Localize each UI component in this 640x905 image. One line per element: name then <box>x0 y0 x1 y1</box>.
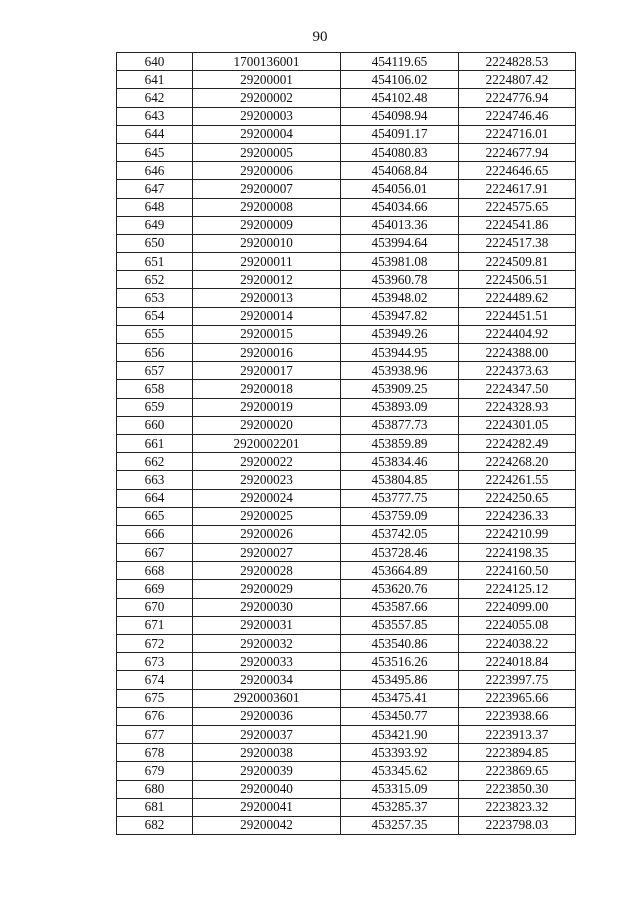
table-row <box>117 562 576 580</box>
table-row <box>117 598 576 616</box>
point-id-cell: 29200006 <box>193 162 341 180</box>
coordinates-table-body <box>117 53 576 835</box>
table-row <box>117 653 576 671</box>
y-coordinate-cell: 2224198.35 <box>459 544 576 562</box>
y-coordinate-cell: 2224828.53 <box>459 53 576 71</box>
y-coordinate-cell: 2224038.22 <box>459 635 576 653</box>
row-index-cell: 674 <box>117 671 193 689</box>
x-coordinate-cell: 454106.02 <box>341 71 459 89</box>
coordinates-table <box>116 52 576 835</box>
row-index-cell: 652 <box>117 271 193 289</box>
x-coordinate-cell: 454091.17 <box>341 125 459 143</box>
row-index-cell: 643 <box>117 107 193 125</box>
x-coordinate-cell: 453285.37 <box>341 798 459 816</box>
x-coordinate-cell: 453516.26 <box>341 653 459 671</box>
row-index-cell: 645 <box>117 143 193 161</box>
point-id-cell: 29200032 <box>193 635 341 653</box>
point-id-cell: 29200036 <box>193 707 341 725</box>
point-id-cell: 29200001 <box>193 71 341 89</box>
x-coordinate-cell: 453587.66 <box>341 598 459 616</box>
y-coordinate-cell: 2224451.51 <box>459 307 576 325</box>
x-coordinate-cell: 453960.78 <box>341 271 459 289</box>
point-id-cell: 29200014 <box>193 307 341 325</box>
x-coordinate-cell: 453949.26 <box>341 325 459 343</box>
table-row <box>117 216 576 234</box>
y-coordinate-cell: 2224807.42 <box>459 71 576 89</box>
y-coordinate-cell: 2224125.12 <box>459 580 576 598</box>
x-coordinate-cell: 453495.86 <box>341 671 459 689</box>
row-index-cell: 659 <box>117 398 193 416</box>
row-index-cell: 675 <box>117 689 193 707</box>
x-coordinate-cell: 453947.82 <box>341 307 459 325</box>
table-row <box>117 271 576 289</box>
point-id-cell: 29200020 <box>193 416 341 434</box>
y-coordinate-cell: 2224541.86 <box>459 216 576 234</box>
point-id-cell: 29200042 <box>193 816 341 834</box>
point-id-cell: 1700136001 <box>193 53 341 71</box>
row-index-cell: 651 <box>117 253 193 271</box>
table-row <box>117 507 576 525</box>
table-row <box>117 544 576 562</box>
table-row <box>117 616 576 634</box>
point-id-cell: 29200023 <box>193 471 341 489</box>
x-coordinate-cell: 453948.02 <box>341 289 459 307</box>
x-coordinate-cell: 453315.09 <box>341 780 459 798</box>
row-index-cell: 680 <box>117 780 193 798</box>
point-id-cell: 29200013 <box>193 289 341 307</box>
x-coordinate-cell: 453620.76 <box>341 580 459 598</box>
x-coordinate-cell: 454102.48 <box>341 89 459 107</box>
table-row <box>117 89 576 107</box>
table-row <box>117 180 576 198</box>
x-coordinate-cell: 453393.92 <box>341 744 459 762</box>
y-coordinate-cell: 2224575.65 <box>459 198 576 216</box>
x-coordinate-cell: 454056.01 <box>341 180 459 198</box>
y-coordinate-cell: 2224250.65 <box>459 489 576 507</box>
point-id-cell: 29200031 <box>193 616 341 634</box>
y-coordinate-cell: 2223965.66 <box>459 689 576 707</box>
row-index-cell: 648 <box>117 198 193 216</box>
y-coordinate-cell: 2223938.66 <box>459 707 576 725</box>
point-id-cell: 29200015 <box>193 325 341 343</box>
x-coordinate-cell: 453557.85 <box>341 616 459 634</box>
x-coordinate-cell: 453909.25 <box>341 380 459 398</box>
row-index-cell: 672 <box>117 635 193 653</box>
y-coordinate-cell: 2224404.92 <box>459 325 576 343</box>
row-index-cell: 644 <box>117 125 193 143</box>
table-row <box>117 489 576 507</box>
y-coordinate-cell: 2224282.49 <box>459 434 576 452</box>
row-index-cell: 663 <box>117 471 193 489</box>
x-coordinate-cell: 453944.95 <box>341 344 459 362</box>
y-coordinate-cell: 2223894.85 <box>459 744 576 762</box>
table-row <box>117 307 576 325</box>
x-coordinate-cell: 453777.75 <box>341 489 459 507</box>
y-coordinate-cell: 2223798.03 <box>459 816 576 834</box>
point-id-cell: 29200018 <box>193 380 341 398</box>
row-index-cell: 647 <box>117 180 193 198</box>
table-row <box>117 671 576 689</box>
row-index-cell: 646 <box>117 162 193 180</box>
table-row <box>117 816 576 834</box>
row-index-cell: 668 <box>117 562 193 580</box>
table-row <box>117 580 576 598</box>
x-coordinate-cell: 453450.77 <box>341 707 459 725</box>
table-row <box>117 453 576 471</box>
point-id-cell: 29200012 <box>193 271 341 289</box>
x-coordinate-cell: 453257.35 <box>341 816 459 834</box>
row-index-cell: 679 <box>117 762 193 780</box>
y-coordinate-cell: 2224506.51 <box>459 271 576 289</box>
row-index-cell: 656 <box>117 344 193 362</box>
y-coordinate-cell: 2223823.32 <box>459 798 576 816</box>
table-row <box>117 744 576 762</box>
row-index-cell: 650 <box>117 234 193 252</box>
y-coordinate-cell: 2224489.62 <box>459 289 576 307</box>
table-row <box>117 635 576 653</box>
point-id-cell: 29200019 <box>193 398 341 416</box>
point-id-cell: 29200016 <box>193 344 341 362</box>
table-row <box>117 289 576 307</box>
page-number: 90 <box>312 29 328 45</box>
row-index-cell: 640 <box>117 53 193 71</box>
row-index-cell: 662 <box>117 453 193 471</box>
x-coordinate-cell: 453834.46 <box>341 453 459 471</box>
row-index-cell: 669 <box>117 580 193 598</box>
point-id-cell: 29200010 <box>193 234 341 252</box>
y-coordinate-cell: 2224746.46 <box>459 107 576 125</box>
point-id-cell: 29200009 <box>193 216 341 234</box>
table-row <box>117 762 576 780</box>
table-row <box>117 143 576 161</box>
row-index-cell: 681 <box>117 798 193 816</box>
x-coordinate-cell: 454098.94 <box>341 107 459 125</box>
table-row <box>117 471 576 489</box>
y-coordinate-cell: 2224716.01 <box>459 125 576 143</box>
row-index-cell: 658 <box>117 380 193 398</box>
row-index-cell: 660 <box>117 416 193 434</box>
x-coordinate-cell: 453877.73 <box>341 416 459 434</box>
point-id-cell: 29200039 <box>193 762 341 780</box>
x-coordinate-cell: 454068.84 <box>341 162 459 180</box>
point-id-cell: 29200011 <box>193 253 341 271</box>
row-index-cell: 676 <box>117 707 193 725</box>
table-row <box>117 53 576 71</box>
point-id-cell: 29200017 <box>193 362 341 380</box>
table-row <box>117 398 576 416</box>
row-index-cell: 667 <box>117 544 193 562</box>
point-id-cell: 29200029 <box>193 580 341 598</box>
table-row <box>117 707 576 725</box>
row-index-cell: 654 <box>117 307 193 325</box>
point-id-cell: 29200004 <box>193 125 341 143</box>
x-coordinate-cell: 453742.05 <box>341 525 459 543</box>
x-coordinate-cell: 453994.64 <box>341 234 459 252</box>
point-id-cell: 29200002 <box>193 89 341 107</box>
table-row <box>117 525 576 543</box>
table-row <box>117 362 576 380</box>
row-index-cell: 673 <box>117 653 193 671</box>
point-id-cell: 29200034 <box>193 671 341 689</box>
y-coordinate-cell: 2224055.08 <box>459 616 576 634</box>
table-row <box>117 689 576 707</box>
point-id-cell: 29200037 <box>193 725 341 743</box>
table-row <box>117 380 576 398</box>
point-id-cell: 29200003 <box>193 107 341 125</box>
y-coordinate-cell: 2224328.93 <box>459 398 576 416</box>
point-id-cell: 29200033 <box>193 653 341 671</box>
row-index-cell: 677 <box>117 725 193 743</box>
table-row <box>117 325 576 343</box>
y-coordinate-cell: 2224373.63 <box>459 362 576 380</box>
row-index-cell: 671 <box>117 616 193 634</box>
y-coordinate-cell: 2224677.94 <box>459 143 576 161</box>
row-index-cell: 655 <box>117 325 193 343</box>
row-index-cell: 670 <box>117 598 193 616</box>
row-index-cell: 664 <box>117 489 193 507</box>
y-coordinate-cell: 2224099.00 <box>459 598 576 616</box>
row-index-cell: 678 <box>117 744 193 762</box>
row-index-cell: 642 <box>117 89 193 107</box>
row-index-cell: 657 <box>117 362 193 380</box>
y-coordinate-cell: 2224261.55 <box>459 471 576 489</box>
y-coordinate-cell: 2224160.50 <box>459 562 576 580</box>
x-coordinate-cell: 453345.62 <box>341 762 459 780</box>
point-id-cell: 29200022 <box>193 453 341 471</box>
y-coordinate-cell: 2224018.84 <box>459 653 576 671</box>
point-id-cell: 29200025 <box>193 507 341 525</box>
x-coordinate-cell: 453804.85 <box>341 471 459 489</box>
row-index-cell: 661 <box>117 434 193 452</box>
x-coordinate-cell: 454013.36 <box>341 216 459 234</box>
x-coordinate-cell: 453540.86 <box>341 635 459 653</box>
table-row <box>117 780 576 798</box>
y-coordinate-cell: 2224517.38 <box>459 234 576 252</box>
x-coordinate-cell: 453938.96 <box>341 362 459 380</box>
x-coordinate-cell: 454034.66 <box>341 198 459 216</box>
row-index-cell: 665 <box>117 507 193 525</box>
y-coordinate-cell: 2224347.50 <box>459 380 576 398</box>
point-id-cell: 29200030 <box>193 598 341 616</box>
table-row <box>117 162 576 180</box>
x-coordinate-cell: 453981.08 <box>341 253 459 271</box>
y-coordinate-cell: 2223850.30 <box>459 780 576 798</box>
y-coordinate-cell: 2224210.99 <box>459 525 576 543</box>
table-row <box>117 725 576 743</box>
y-coordinate-cell: 2223913.37 <box>459 725 576 743</box>
y-coordinate-cell: 2224236.33 <box>459 507 576 525</box>
x-coordinate-cell: 453475.41 <box>341 689 459 707</box>
y-coordinate-cell: 2223997.75 <box>459 671 576 689</box>
x-coordinate-cell: 453759.09 <box>341 507 459 525</box>
y-coordinate-cell: 2224301.05 <box>459 416 576 434</box>
y-coordinate-cell: 2224646.65 <box>459 162 576 180</box>
point-id-cell: 29200041 <box>193 798 341 816</box>
y-coordinate-cell: 2224268.20 <box>459 453 576 471</box>
row-index-cell: 666 <box>117 525 193 543</box>
x-coordinate-cell: 453859.89 <box>341 434 459 452</box>
table-row <box>117 434 576 452</box>
y-coordinate-cell: 2224509.81 <box>459 253 576 271</box>
table-row <box>117 798 576 816</box>
table-row <box>117 416 576 434</box>
y-coordinate-cell: 2224617.91 <box>459 180 576 198</box>
table-row <box>117 234 576 252</box>
point-id-cell: 29200008 <box>193 198 341 216</box>
point-id-cell: 2920003601 <box>193 689 341 707</box>
point-id-cell: 2920002201 <box>193 434 341 452</box>
y-coordinate-cell: 2224388.00 <box>459 344 576 362</box>
table-row <box>117 198 576 216</box>
row-index-cell: 653 <box>117 289 193 307</box>
y-coordinate-cell: 2224776.94 <box>459 89 576 107</box>
table-row <box>117 344 576 362</box>
point-id-cell: 29200007 <box>193 180 341 198</box>
point-id-cell: 29200024 <box>193 489 341 507</box>
point-id-cell: 29200038 <box>193 744 341 762</box>
x-coordinate-cell: 453728.46 <box>341 544 459 562</box>
point-id-cell: 29200027 <box>193 544 341 562</box>
row-index-cell: 641 <box>117 71 193 89</box>
point-id-cell: 29200005 <box>193 143 341 161</box>
row-index-cell: 649 <box>117 216 193 234</box>
table-row <box>117 253 576 271</box>
x-coordinate-cell: 454080.83 <box>341 143 459 161</box>
x-coordinate-cell: 453421.90 <box>341 725 459 743</box>
x-coordinate-cell: 453893.09 <box>341 398 459 416</box>
table-row <box>117 107 576 125</box>
table-row <box>117 125 576 143</box>
table-row <box>117 71 576 89</box>
point-id-cell: 29200026 <box>193 525 341 543</box>
y-coordinate-cell: 2223869.65 <box>459 762 576 780</box>
row-index-cell: 682 <box>117 816 193 834</box>
x-coordinate-cell: 454119.65 <box>341 53 459 71</box>
x-coordinate-cell: 453664.89 <box>341 562 459 580</box>
point-id-cell: 29200028 <box>193 562 341 580</box>
point-id-cell: 29200040 <box>193 780 341 798</box>
